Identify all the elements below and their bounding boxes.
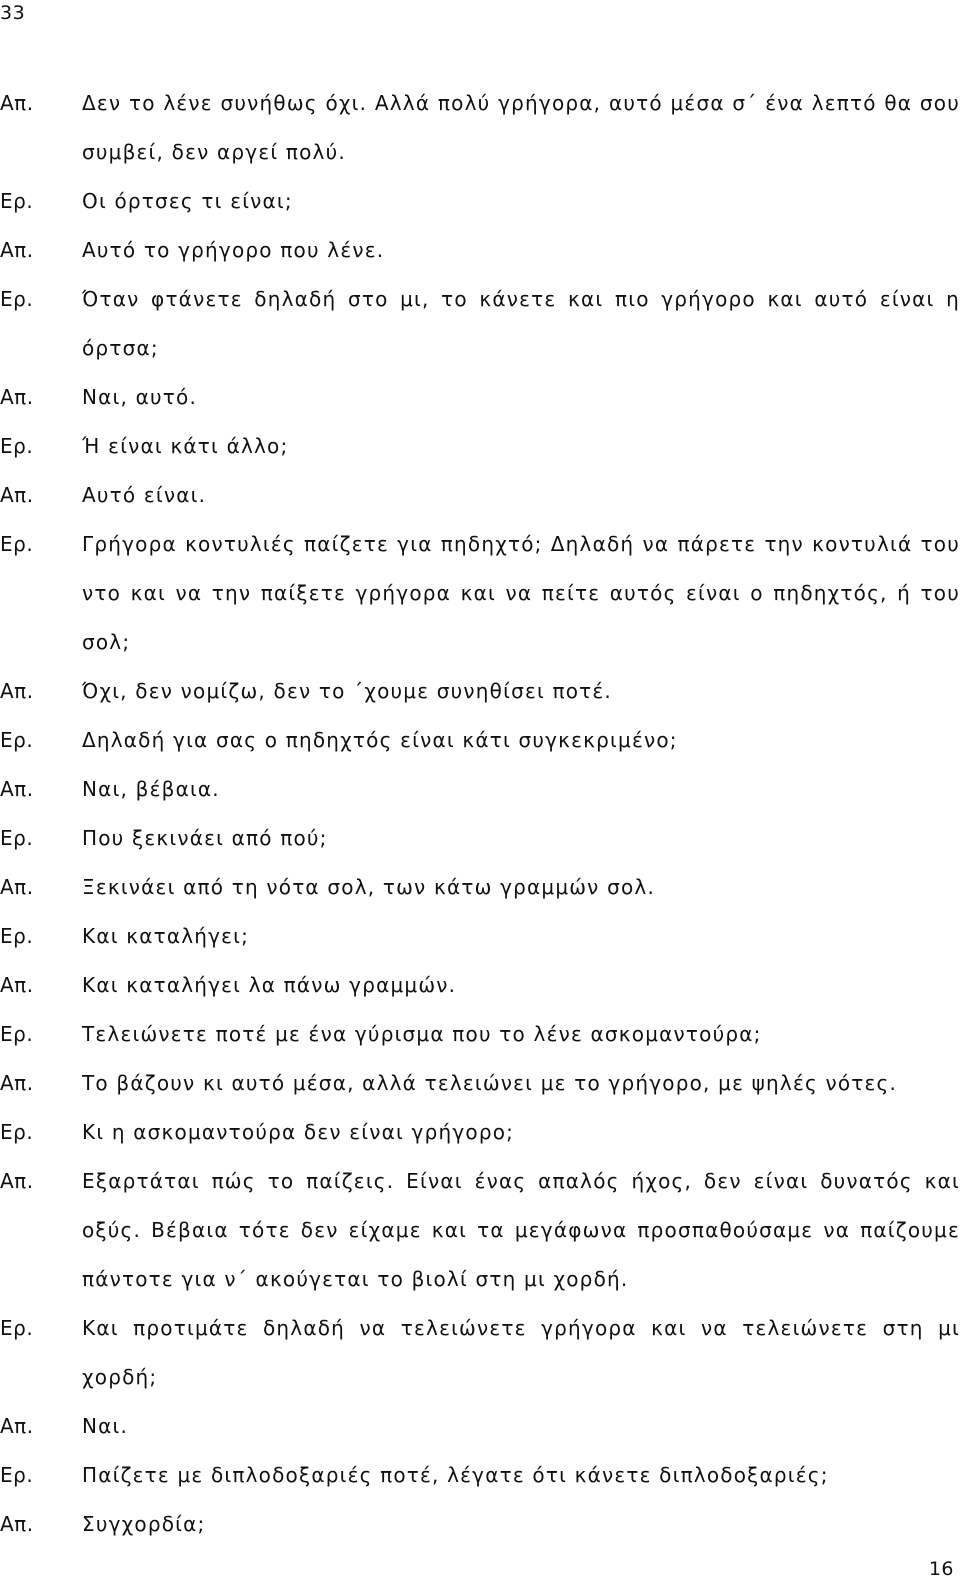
transcript-entry [0,716,960,765]
speaker-label: Ερ. [0,728,34,752]
speaker-label: Απ. [0,1512,34,1536]
transcript-entry [0,912,960,961]
utterance-text: Αυτό είναι. [82,483,207,507]
transcript-entry [0,1059,960,1108]
transcript-entry [0,226,960,275]
interview-transcript [0,79,960,1549]
speaker-label: Απ. [0,973,34,997]
speaker-label: Ερ. [0,287,34,311]
speaker-label: Ερ. [0,1463,34,1487]
transcript-entry [0,765,960,814]
speaker-label: Απ. [0,91,34,115]
utterance-text: Αυτό το γρήγορο που λένε. [82,238,385,262]
page-number-bottom: 16 [928,1558,954,1580]
speaker-label: Ερ. [0,826,34,850]
utterance-text: Το βάζουν κι αυτό μέσα, αλλά τελειώνει με το γρήγορο, με ψηλές νότες. [82,1071,898,1095]
utterance-text: Εξαρτάται πώς το παίζεις. Είναι ένας απαλός ήχος, δεν είναι δυνατός και οξύς. Βέβαια τότε δεν είχαμε και τα μεγάφωνα προσπαθούσαμε να παίζουμε πάντοτε για ν΄ ακούγεται το βιολί στη μι χορδή. [82,1169,960,1291]
transcript-entry [0,177,960,226]
transcript-entry [0,863,960,912]
utterance-text: Συγχορδία; [82,1512,206,1536]
utterance-text: Τελειώνετε ποτέ με ένα γύρισμα που το λένε ασκομαντούρα; [82,1022,762,1046]
utterance-text: Ναι. [82,1414,129,1438]
utterance-text: Και καταλήγει λα πάνω γραμμών. [82,973,457,997]
transcript-entry [0,275,960,373]
utterance-text: Ή είναι κάτι άλλο; [82,434,289,458]
utterance-text: Δηλαδή για σας ο πηδηχτός είναι κάτι συγκεκριμένο; [82,728,678,752]
speaker-label: Ερ. [0,532,34,556]
speaker-label: Απ. [0,1071,34,1095]
transcript-entry [0,667,960,716]
utterance-text: Παίζετε με διπλοδοξαριές ποτέ, λέγατε ότι κάνετε διπλοδοξαριές; [82,1463,829,1487]
transcript-entry [0,1451,960,1500]
speaker-label: Απ. [0,483,34,507]
utterance-text: Όταν φτάνετε δηλαδή στο μι, το κάνετε και πιο γρήγορο και αυτό είναι η όρτσα; [82,287,960,360]
speaker-label: Απ. [0,238,34,262]
speaker-label: Απ. [0,1414,34,1438]
speaker-label: Ερ. [0,189,34,213]
speaker-label: Απ. [0,1169,34,1193]
speaker-label: Ερ. [0,1120,34,1144]
transcript-entry [0,1010,960,1059]
utterance-text: Και προτιμάτε δηλαδή να τελειώνετε γρήγορα και να τελειώνετε στη μι χορδή; [82,1316,960,1389]
utterance-text: Ξεκινάει από τη νότα σολ, των κάτω γραμμών σολ. [82,875,656,899]
speaker-label: Απ. [0,777,34,801]
transcript-entry [0,1500,960,1549]
utterance-text: Ναι, αυτό. [82,385,198,409]
utterance-text: Όχι, δεν νομίζω, δεν το ΄χουμε συνηθίσει ποτέ. [82,679,612,703]
transcript-entry [0,520,960,667]
speaker-label: Ερ. [0,924,34,948]
transcript-entry [0,1402,960,1451]
transcript-entry [0,79,960,177]
page-number-top: 33 [0,2,26,24]
transcript-entry [0,961,960,1010]
speaker-label: Ερ. [0,434,34,458]
speaker-label: Ερ. [0,1316,34,1340]
transcript-entry [0,422,960,471]
transcript-entry [0,373,960,422]
utterance-text: Οι όρτσες τι είναι; [82,189,293,213]
speaker-label: Απ. [0,679,34,703]
utterance-text: Που ξεκινάει από πού; [82,826,328,850]
transcript-entry [0,1157,960,1304]
utterance-text: Κι η ασκομαντούρα δεν είναι γρήγορο; [82,1120,515,1144]
speaker-label: Ερ. [0,1022,34,1046]
utterance-text: Ναι, βέβαια. [82,777,220,801]
transcript-entry [0,471,960,520]
speaker-label: Απ. [0,875,34,899]
utterance-text: Γρήγορα κοντυλιές παίζετε για πηδηχτό; Δηλαδή να πάρετε την κοντυλιά του ντο και να την παίξετε γρήγορα και να πείτε αυτός είναι ο πηδηχτός, ή του σολ; [82,532,960,654]
utterance-text: Και καταλήγει; [82,924,250,948]
transcript-entry [0,1304,960,1402]
speaker-label: Απ. [0,385,34,409]
transcript-entry [0,814,960,863]
transcript-entry [0,1108,960,1157]
utterance-text: Δεν το λένε συνήθως όχι. Αλλά πολύ γρήγορα, αυτό μέσα σ΄ ένα λεπτό θα σου συμβεί, δεν αργεί πολύ. [82,91,960,164]
